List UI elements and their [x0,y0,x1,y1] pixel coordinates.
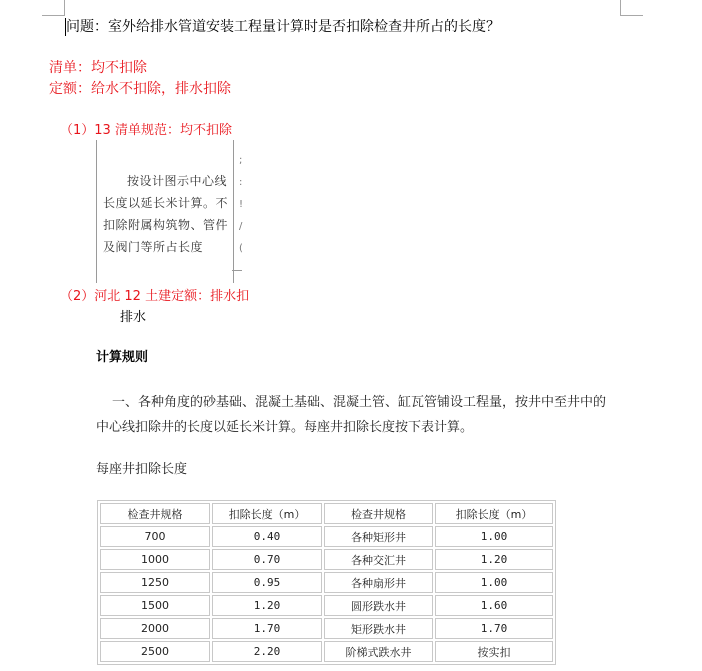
table-cell: 各种交汇井 [324,549,433,570]
excerpt-text: 按设计图示中心线长度以延长米计算。不扣除附属构筑物、管件及阀门等所占长度 [103,174,229,254]
table-cell: 1.20 [212,595,322,616]
page-corner-mark-right-h [620,15,643,16]
table-cell: 0.40 [212,526,322,547]
section2-title[interactable]: （2）河北 12 土建定额：排水扣 [60,289,250,304]
section2-subtitle[interactable]: 排水 [120,310,147,325]
cutoff-glyph: ( [239,243,243,254]
cutoff-glyph: ! [239,199,244,210]
table-row [100,618,553,639]
table-cell: 2000 [100,618,210,639]
table-cell: 1.20 [435,549,553,570]
section1-title[interactable]: （1）13 清单规范：均不扣除 [60,123,232,138]
table-cell: 1000 [100,549,210,570]
table-header-row [100,503,553,524]
answer-dinge[interactable]: 定额：给水不扣除，排水扣除 [49,81,231,97]
table-cell: 700 [100,526,210,547]
table-cell: 1.00 [435,526,553,547]
cutoff-glyph: : [239,177,243,188]
table-caption: 每座井扣除长度 [96,462,188,477]
excerpt-image [96,140,234,283]
table-cell: 1.70 [212,618,322,639]
answer-qingdan[interactable]: 清单：均不扣除 [49,60,147,76]
header-cell: 检查井规格 [324,503,433,524]
header-cell: 检查井规格 [100,503,210,524]
deduction-table [97,500,556,665]
table-cell: 阶梯式跌水井 [324,641,433,662]
table-cell: 1250 [100,572,210,593]
rules-paragraph-line1: 一、各种角度的砂基础、混凝土基础、混凝土管、缸瓦管铺设工程量，按井中至井中的 [112,395,607,410]
table-cell: 各种矩形井 [324,526,433,547]
cutoff-glyph: ; [239,155,243,166]
table-cell: 0.70 [212,549,322,570]
excerpt-image-tick [232,270,242,271]
table-cell: 按实扣 [435,641,553,662]
table-cell: 2.20 [212,641,322,662]
page-corner-mark-left-h [42,15,65,16]
table-row [100,595,553,616]
table-cell: 1.00 [435,572,553,593]
table-row [100,549,553,570]
header-cell: 扣除长度（m） [212,503,322,524]
table-cell: 0.95 [212,572,322,593]
table-cell: 1.60 [435,595,553,616]
table-cell: 圆形跌水井 [324,595,433,616]
table-cell: 矩形跌水井 [324,618,433,639]
page-corner-mark-left [64,0,65,16]
rules-heading: 计算规则 [96,350,149,365]
table-row [100,526,553,547]
table-row [100,572,553,593]
question-text[interactable]: 问题：室外给排水管道安装工程量计算时是否扣除检查井所占的长度？ [66,19,500,35]
rules-paragraph-line2: 中心线扣除井的长度以延长米计算。每座井扣除长度按下表计算。 [96,420,474,435]
table-cell: 1.70 [435,618,553,639]
header-cell: 扣除长度（m） [435,503,553,524]
cutoff-glyph: / [239,221,243,232]
page-corner-mark-right [620,0,621,16]
table-row [100,641,553,662]
table-cell: 1500 [100,595,210,616]
table-cell: 各种扇形井 [324,572,433,593]
table-cell: 2500 [100,641,210,662]
